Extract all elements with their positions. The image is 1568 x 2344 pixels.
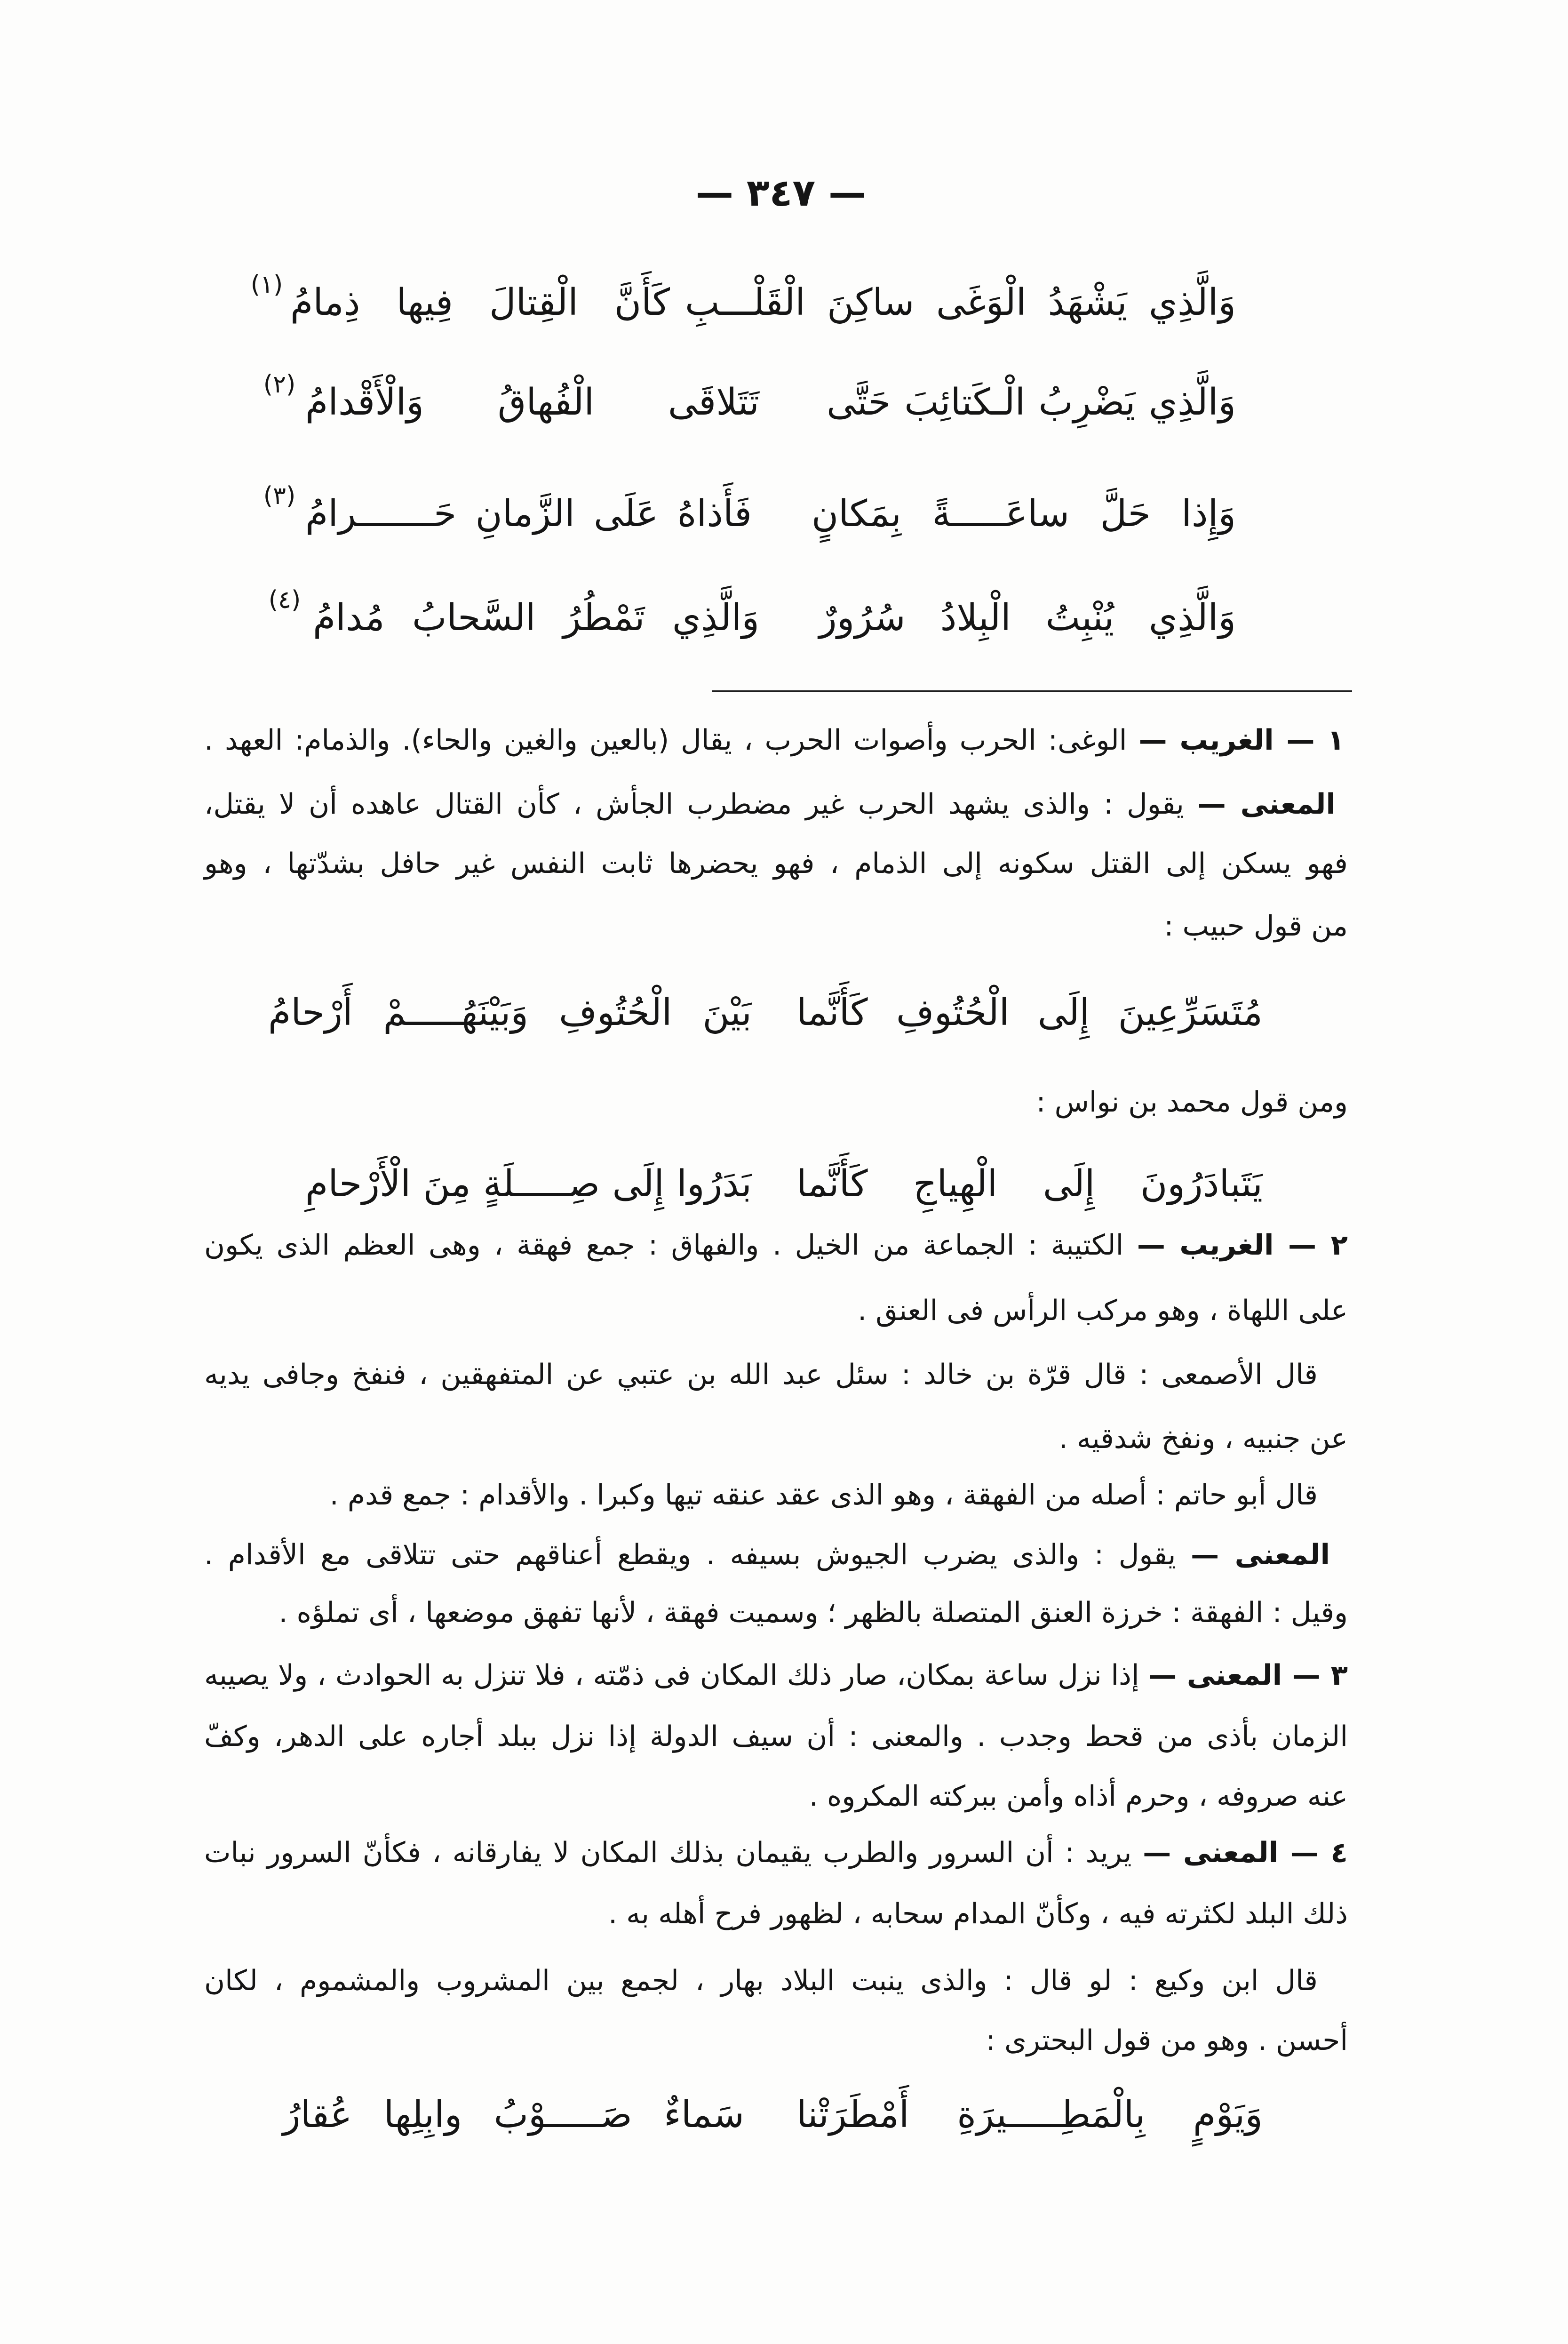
footnote-label: ٤ — المعنى — (1143, 1836, 1348, 1869)
verse-second-hemistich: كَأَنَّ الْقِتالَ فِيها ذِمامُ (290, 281, 670, 324)
footnote-label: المعنى — (1191, 1538, 1330, 1571)
commentary-line: على اللهاة ، وهو مركب الرأس فى العنق . (858, 1294, 1348, 1327)
commentary-line (204, 1527, 1330, 1583)
footnote-marker: (١) (250, 271, 283, 299)
commentary-line: قال ابن وكيع : لو قال : والذى ينبت البلاد بهار ، لجمع بين المشروب والمشموم ، لكان (204, 1964, 1318, 1997)
commentary-line (204, 1824, 1348, 1881)
footnote-label: ١ — الغريب — (1138, 724, 1345, 757)
commentary-line: ومن قول محمد بن نواس : (1036, 1086, 1348, 1119)
verse-first-hemistich: وَالَّذِي يَشْهَدُ الْوَغَى ساكِنَ الْقَلْـــبِ (685, 281, 1236, 324)
footnote-label: المعنى — (1197, 788, 1336, 821)
quoted-verse-second-hemistich: بَيْنَ الْحُتُوفِ وَبَيْنَهُـــــمْ أَرْحامُ (268, 992, 752, 1034)
quoted-verse-first-hemistich: يَتَبادَرُونَ إِلَى الْهِياجِ كَأَنَّما (796, 1163, 1263, 1205)
commentary-line (204, 1217, 1348, 1273)
verse-second-hemistich: تَتَلاقَى الْفُهاقُ وَالْأَقْدامُ (305, 381, 759, 424)
quoted-verse-second-hemistich: بَدَرُوا إِلَى صِـــــلَةٍ مِنَ الْأَرْحامِ (305, 1163, 752, 1205)
commentary-line: الزمان بأذى من قحط وجدب . والمعنى : أن سيف الدولة إذا نزل ببلد أجاره على الدهر، وكفّ (204, 1720, 1348, 1753)
verse-first-hemistich: وَالَّذِي يَضْرِبُ الْـكَتائِبَ حَتَّى (827, 381, 1236, 424)
footnote-marker: (٢) (263, 370, 296, 399)
verse-second-hemistich: فَأَذاهُ عَلَى الزَّمانِ حَـــــــرامُ (305, 493, 752, 535)
quoted-verse-first-hemistich: وَيَوْمٍ بِالْمَطِـــــيرَةِ أَمْطَرَتْنا (796, 2094, 1263, 2136)
commentary-line: قال الأصمعى : قال قرّة بن خالد : سئل عبد الله بن عتبي عن المتفهقين ، فنفخ وجافى يديه (204, 1358, 1318, 1391)
footnote-text: يريد : أن السرور والطرب يقيمان بذلك المكان لا يفارقانه ، فكأنّ السرور نبات (204, 1836, 1132, 1869)
verse-first-hemistich: وَإِذا حَلَّ ساعَـــــةً بِمَكانٍ (812, 493, 1236, 535)
footnote-marker: (٣) (263, 482, 296, 510)
quoted-verse-first-hemistich: مُتَسَرِّعِينَ إِلَى الْحُتُوفِ كَأَنَّما (796, 992, 1263, 1034)
footnote-separator (712, 690, 1352, 692)
footnote-text: الوغى: الحرب وأصوات الحرب ، يقال (بالعين والغين والحاء). والذمام: العهد . (204, 724, 1127, 757)
footnote-text: الكتيبة : الجماعة من الخيل . والفهاق : جمع فهقة ، وهى العظم الذى يكون (204, 1229, 1124, 1262)
footnote-text: يقول : والذى يضرب الجيوش بسيفه . ويقطع أعناقهم حتى تتلاقى مع الأقدام . (204, 1538, 1176, 1571)
commentary-line: ذلك البلد لكثرته فيه ، وكأنّ المدام سحابه ، لظهور فرح أهله به . (608, 1897, 1348, 1930)
footnote-text: يقول : والذى يشهد الحرب غير مضطرب الجأش ، كأن القتال عاهده أن لا يقتل، (204, 788, 1184, 821)
commentary-line: قال أبو حاتم : أصله من الفهقة ، وهو الذى عقد عنقه تيها وكبرا . والأقدام : جمع قدم . (329, 1479, 1318, 1512)
verse-second-hemistich: وَالَّذِي تَمْطُرُ السَّحابُ مُدامُ (313, 597, 759, 639)
commentary-line: من قول حبيب : (1164, 910, 1348, 943)
commentary-line: فهو يسكن إلى القتل سكونه إلى الذمام ، فهو يحضرها ثابت النفس غير حافل بشدّتها ، وهو (204, 847, 1348, 880)
footnote-marker: (٤) (268, 586, 301, 614)
quoted-verse-second-hemistich: سَماءٌ صَـــــوْبُ وابِلِها عُقارُ (283, 2094, 744, 2136)
commentary-line: عنه صروفه ، وحرم أذاه وأمن ببركته المكروه . (809, 1780, 1348, 1813)
commentary-line: وقيل : الفهقة : خرزة العنق المتصلة بالظهر ؛ وسميت فهقة ، لأنها تفهق موضعها ، أى تملؤه . (279, 1596, 1348, 1629)
commentary-line (204, 1647, 1348, 1704)
footnote-label: ٣ — المعنى — (1148, 1659, 1348, 1692)
footnote-text: إذا نزل ساعة بمكان، صار ذلك المكان فى ذمّته ، فلا تنزل به الحوادث ، ولا يصيبه (204, 1659, 1139, 1692)
page-number: — ٣٤٧ — (695, 171, 867, 215)
commentary-line (204, 776, 1336, 832)
commentary-line (204, 712, 1345, 768)
verse-first-hemistich: وَالَّذِي يُنْبِتُ الْبِلادُ سُرُورٌ (819, 597, 1236, 639)
commentary-line: عن جنبيه ، ونفخ شدقيه . (1059, 1422, 1348, 1455)
footnote-label: ٢ — الغريب — (1137, 1229, 1348, 1262)
commentary-line: أحسن . وهو من قول البحترى : (986, 2024, 1348, 2057)
